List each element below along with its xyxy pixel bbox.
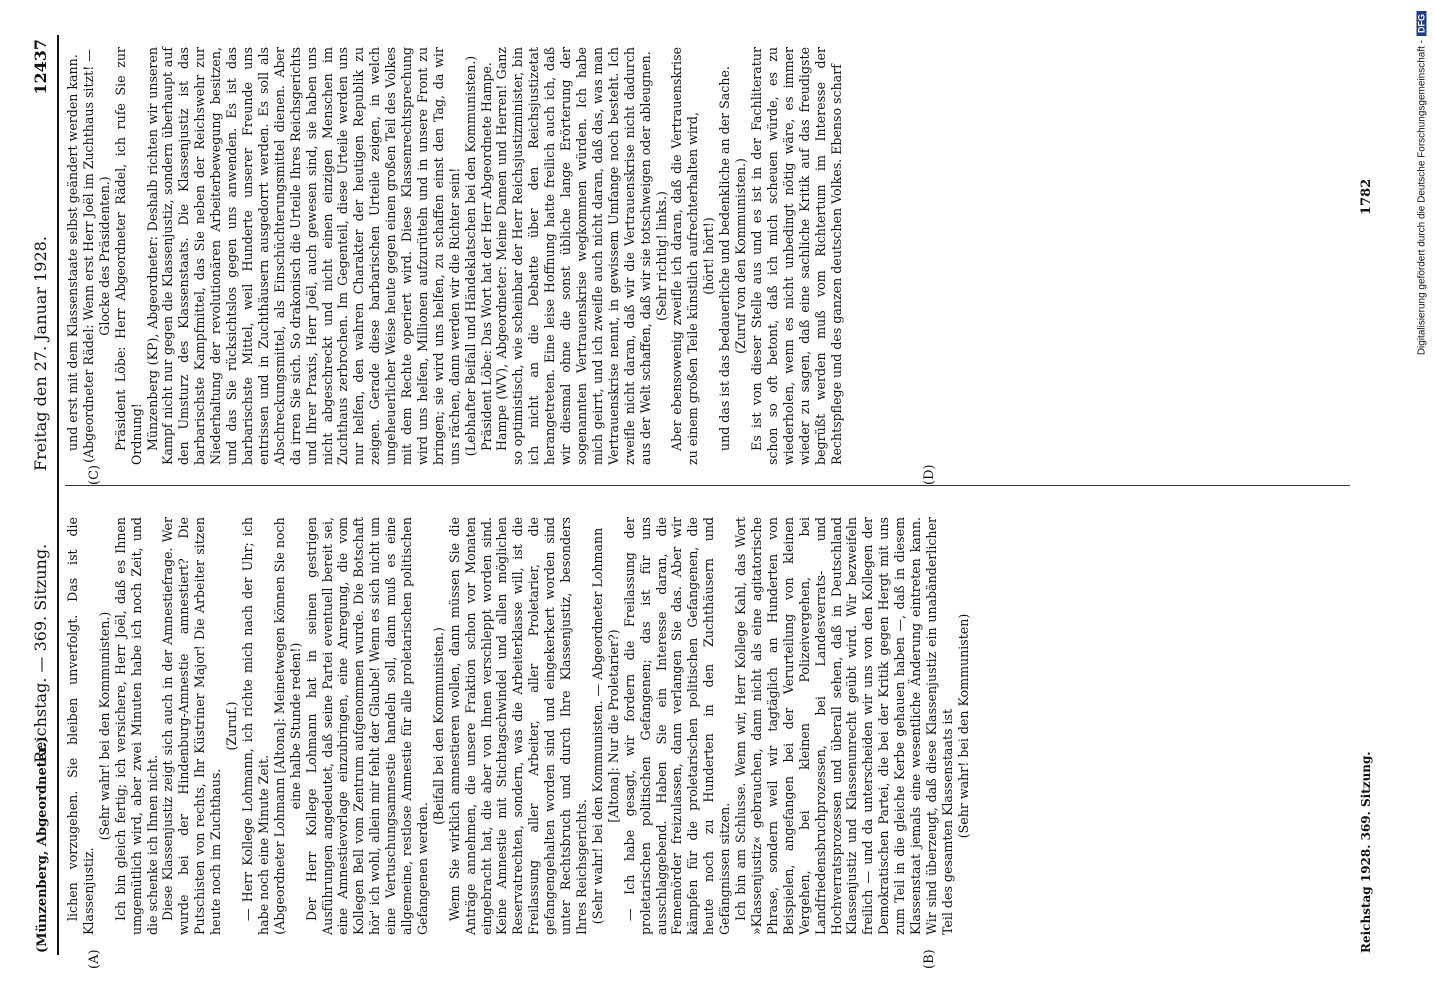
paragraph: (Abgeordneter Rädel: Wenn erst Herr Joël im Zuchthaus sitzt! — Glocke des Präsidenten.) <box>80 49 112 463</box>
dfg-credit-strip <box>1413 6 1431 996</box>
margin-mark-b: (B) <box>922 949 937 969</box>
paragraph: Präsident Löbe: Das Wort hat der Herr Abgeordnete Hampe. <box>478 62 494 451</box>
footer-page-number: 1782 <box>1359 178 1374 215</box>
paragraph: — Ich habe gesagt, wir fordern die Freilassung der proletarischen politischen Gefangenen; das ist für uns ausschlaggebend. Haben Sie ein Interesse daran, die Fememörder freizulassen, dann verlangen Sie das. Aber wir kämpfen für die proletarischen politischen Gefangenen, die heute noch zu Hunderten in den Zuchthäusern und Gefängnissen sitzen. <box>621 517 733 935</box>
paragraph: Hampe (WV), Abgeordneter: Meine Damen und Herren! Ganz so optimistisch, wie scheinbar der Herr Reichsjustizminister, bin ich nicht an die Debatte über den Reichsjustizetat herangetreten. Eine leise Hoffnung hatte freilich auch ich, daß wir diesmal ohne die sonst übliche lange Erörterung der sogenannten Vertrauenskrise wegkommen würden. Ich habe mich geirrt, und ich zweifle auch nicht daran, daß das, was man Vertrauenskrise nennt, in gewissem Umfange noch besteht. Ich zweifle nicht daran, daß wir die Vertrauenskrise nicht dadurch aus der Welt schaffen, daß wir sie totschweigen oder ableugnen. <box>494 47 653 465</box>
paragraph: Aber ebensowenig zweifle ich daran, daß die Vertrauenskrise zu einem großen Teile künstlich aufrechterhalten wird, <box>669 47 701 465</box>
paragraph: (Sehr richtig! links.) <box>653 191 669 321</box>
paragraph: (Zuruf von den Kommunisten.) <box>733 158 749 354</box>
paragraph: (Sehr wahr! bei den Kommunisten. — Abgeordneter Lohmann [Altona]: Nur die Proletarier?) <box>589 527 621 925</box>
date-title: Freitag den 27. Januar 1928. <box>31 236 50 471</box>
paragraph: (Sehr wahr! bei den Kommunisten.) <box>96 611 112 841</box>
left-text-column <box>65 517 972 935</box>
paragraph: (Beifall bei den Kommunisten.) <box>430 627 446 825</box>
paragraph: Diese Klassenjustiz zeigt sich auch in der Amnestiefrage. Wer wurde bei der Hindenburg-Amnestie amnestiert? Die Putschisten von rechts, Ihr Küstriner Major! Die Arbeiter sitzen heute noch im Zuchthaus. <box>160 517 224 935</box>
header-rule <box>57 35 59 955</box>
paragraph: (Zuruf.) <box>224 701 240 751</box>
paragraph: (Sehr wahr! bei den Kommunisten) <box>955 613 971 839</box>
paragraph: und erst mit dem Klassenstaate selbst geändert werden kann. <box>65 54 80 451</box>
paragraph: Wenn Sie wirklich amnestieren wollen, dann müssen Sie die Anträge annehmen, die unsere Fraktion schon vor Monaten eingebracht hat, die aber von Ihnen verschleppt worden sind. Keine Amnestie mit Stichtagschwindel und allen möglichen Reservatrechten, sondern, was die Arbeiterklasse will, ist die Freilassung aller Arbeiter, aller Proletarier, die gefangengehalten worden sind und eingekerkert worden sind unter Rechtsbruch und durch Ihre Klassenjustiz, besonders Ihres Reichsgerichts. <box>446 517 589 935</box>
paragraph: Ich bin gleich fertig; ich versichere, Herr Joël, daß es Ihnen umgemütlich wird, aber zwei Minuten habe ich noch Zeit, und die schenke ich Ihnen nicht. <box>112 517 160 935</box>
paragraph: Ich bin am Schlusse. Wenn wir, Herr Kollege Kahl, das Wort »Klassenjustiz« gebrauchen, dann nicht als eine agitatorische Phrase, sondern weil wir tagtäglich an Hunderten von Beispielen, angefangen bei der Verurteilung von kleinen Vergehen, bei kleinen Polizeivergehen, bei Landfriedensbruchprozessen, bei Landesverrats- und Hochverratsprozessen und überall sehen, daß in Deutschland Klassenjustiz und Klassenunrecht geübt wird. Wir bezweifeln freilich — und da unterscheiden wir uns von den Kollegen der Demokratischen Partei, die bei der Kritik gegen Hergt mit uns zum Teil in die gleiche Kerbe gehauen haben —, daß in diesem Klassenstaat jemals eine wesentliche Änderung eintreten kann. Wir sind überzeugt, daß diese Klassenjustiz ein unabänderlicher Teil des gesamten Klassenstaats ist <box>733 517 955 935</box>
margin-mark-a: (A) <box>87 949 102 969</box>
header-speaker: (Münzenberg, Abgeordneter.) <box>35 736 50 953</box>
margin-mark-c: (C) <box>87 464 102 485</box>
paragraph: und das ist das bedauerliche und bedenkliche an der Sache. <box>717 66 733 451</box>
paragraph: (hört! hört!) <box>701 217 717 295</box>
paragraph: (Lebhafter Beifall und Händeklatschen bei den Kommunisten.) <box>462 55 478 457</box>
right-text-column <box>65 47 844 465</box>
left-title: Reichstag. — 369. Sitzung. <box>31 543 50 763</box>
paragraph: Es ist von dieser Stelle aus und es ist in der Fachliteratur schon so oft betont, daß ich mich scheuen würde, es zu wiederholen, wenn es nicht unbedingt nötig wäre, es immer wieder zu sagen, daß eine sachliche Kritik auf das freudigste begrüßt werden muß vom Richtertum im Interesse der Rechtspflege und des ganzen deutschen Volkes. Ebenso scharf <box>748 47 844 465</box>
scanned-page <box>27 25 1407 975</box>
rotated-page-wrapper <box>27 25 1407 975</box>
dfg-credit-text: Digitalisierung gefördert durch die Deutsche Forschungsgemeinschaft - <box>1416 40 1428 356</box>
column-divider <box>65 485 1350 486</box>
paragraph: Präsident Löbe: Herr Abgeordneter Rädel, ich rufe Sie zur Ordnung! <box>112 47 144 465</box>
paragraph: Münzenberg (KP), Abgeordneter: Deshalb richten wir unseren Kampf nicht nur gegen die Klassenjustiz, sondern überhaupt auf den Umsturz des Klassenstaats. Die Klassenjustiz ist das barbarischste Kampfmittel, das Sie neben der Reichswehr zur Niederhaltung der revolutionären Arbeiterbewegung besitzen, und das Sie rücksichtslos gegen uns anwenden. Es ist das barbarischste Mittel, weil Hunderte unserer Freunde uns entrissen und in Zuchthäusern ausgedorrt werden. Es soll als Abschreckungsmittel, als Einschüchterungsmittel dienen. Aber da irren Sie sich. So drakonisch die Urteile Ihres Reichsgerichts und Ihrer Praxis, Herr Joël, auch gewesen sind, sie haben uns nicht abgeschreckt und nicht einen einzigen Menschen im Zuchthaus zerbrochen. Im Gegenteil, diese Urteile werden uns nur helfen, den wahren Charakter der heutigen Republik zu zeigen. Gerade diese barbarischen Urteile zeigen, in welch ungeheuerlicher Weise heute gegen einen großen Teil des Volkes mit dem Rechte operiert wird. Diese Klassenrechtsprechung wird uns helfen, Millionen aufzurütteln und in unsere Front zu bringen; sie wird uns helfen, zu schaffen einst den Tag, da wir uns rächen, dann werden wir die Richter sein! <box>144 47 462 465</box>
paragraph: lichen vorzugehen. Sie bleiben unverfolgt. Das ist die Klassenjustiz. <box>65 517 96 935</box>
paragraph: — Herr Kollege Lohmann, ich richte mich nach der Uhr; ich habe noch eine Minute Zeit. <box>239 517 271 935</box>
margin-mark-d: (D) <box>922 464 937 485</box>
page-number: 12437 <box>31 39 50 95</box>
paragraph: Der Herr Kollege Lohmann hat in seinen gestrigen Ausführungen angedeutet, daß seine Partei eventuell bereit sei, eine Amnestievorlage einzubringen, eine Anregung, die vom Kollegen Bell vom Zentrum aufgenommen wurde. Die Botschaft hör' ich wohl, allein mir fehlt der Glaube! Wenn es sich nicht um eine Vertuschungsamnestie handeln soll, dann muß es eine allgemeine, restlose Amnestie für alle proletarischen politischen Gefangenen werden. <box>303 517 430 935</box>
footer-left: Reichstag 1928. 369. Sitzung. <box>1359 751 1373 953</box>
dfg-logo: DFG <box>1417 11 1427 36</box>
paragraph: (Abgeordneter Lohmann [Altona]: Meinetwegen können Sie noch eine halbe Stunde reden!) <box>271 517 303 935</box>
